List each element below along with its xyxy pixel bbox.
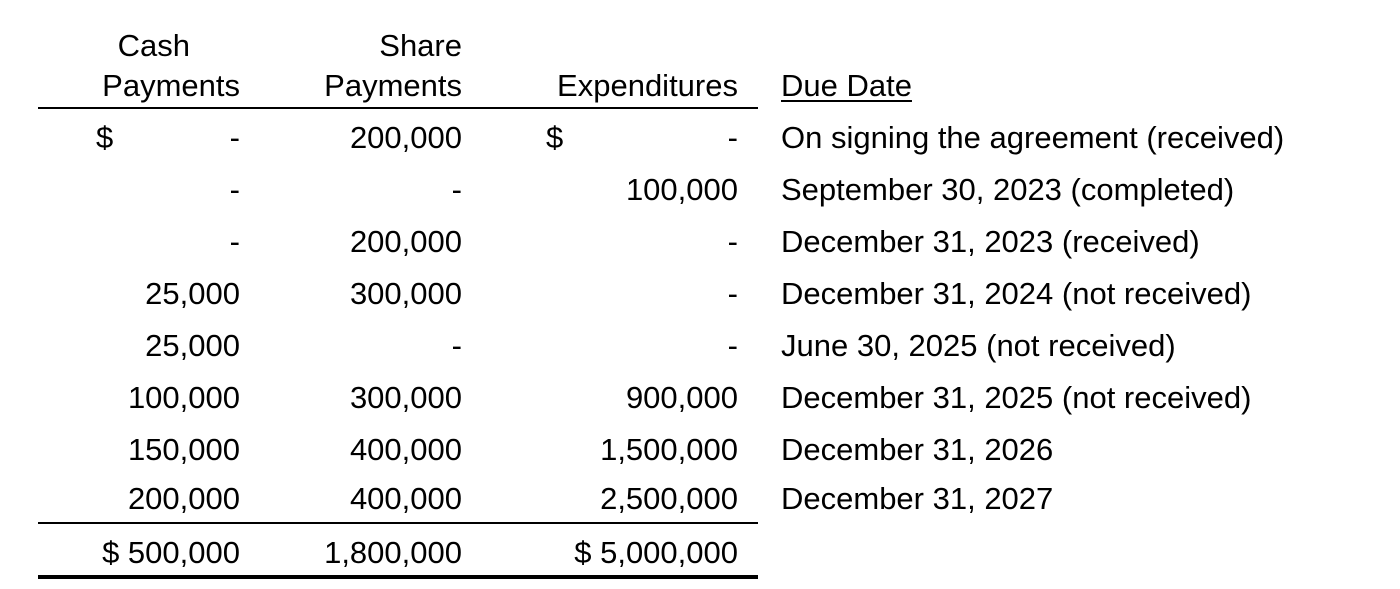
- row-6-exp: 900,000: [625, 380, 738, 415]
- row-6-share: 300,000: [349, 380, 462, 415]
- row-1-share: 200,000: [349, 120, 462, 155]
- header-share-line1: Share: [379, 28, 462, 63]
- header-expenditures: Expenditures: [557, 68, 738, 103]
- row-1-cash-symbol: $: [96, 120, 114, 155]
- header-due-date: Due Date: [781, 68, 912, 103]
- row-7-share: 400,000: [349, 432, 462, 467]
- row-5-cash: 25,000: [145, 328, 240, 363]
- row-3-exp: -: [727, 224, 738, 259]
- row-2-share: -: [451, 172, 462, 207]
- row-4-share: 300,000: [349, 276, 462, 311]
- header-share-line2: Payments: [324, 68, 462, 103]
- row-3-cash: -: [229, 224, 240, 259]
- row-7-due: December 31, 2026: [781, 432, 1054, 467]
- row-6-cash: 100,000: [127, 380, 240, 415]
- row-2-due: September 30, 2023 (completed): [781, 172, 1235, 207]
- row-7-cash: 150,000: [127, 432, 240, 467]
- row-5-share: -: [451, 328, 462, 363]
- row-1-due: On signing the agreement (received): [781, 120, 1285, 155]
- row-4-exp: -: [727, 276, 738, 311]
- row-4-cash: 25,000: [145, 276, 240, 311]
- row-6-due: December 31, 2025 (not received): [781, 380, 1252, 415]
- row-3-share: 200,000: [349, 224, 462, 259]
- header-cash-line1: Cash: [117, 28, 190, 63]
- row-4-due: December 31, 2024 (not received): [781, 276, 1252, 311]
- row-5-due: June 30, 2025 (not received): [781, 328, 1176, 363]
- totals-bottom-rule: [38, 575, 758, 579]
- row-1-exp-symbol: $: [546, 120, 564, 155]
- row-2-cash: -: [229, 172, 240, 207]
- total-share: 1,800,000: [324, 535, 462, 570]
- row-8-due: December 31, 2027: [781, 481, 1054, 516]
- header-rule: [38, 107, 758, 109]
- totals-top-rule: [38, 522, 758, 524]
- row-3-due: December 31, 2023 (received): [781, 224, 1200, 259]
- header-cash-line2: Payments: [102, 68, 240, 103]
- row-5-exp: -: [727, 328, 738, 363]
- total-exp: $ 5,000,000: [574, 535, 738, 570]
- row-7-exp: 1,500,000: [600, 432, 738, 467]
- row-8-share: 400,000: [349, 481, 462, 516]
- row-1-exp: -: [727, 120, 738, 155]
- row-8-exp: 2,500,000: [600, 481, 738, 516]
- row-1-cash: -: [229, 120, 240, 155]
- row-2-exp: 100,000: [625, 172, 738, 207]
- total-cash: $ 500,000: [102, 535, 240, 570]
- row-8-cash: 200,000: [127, 481, 240, 516]
